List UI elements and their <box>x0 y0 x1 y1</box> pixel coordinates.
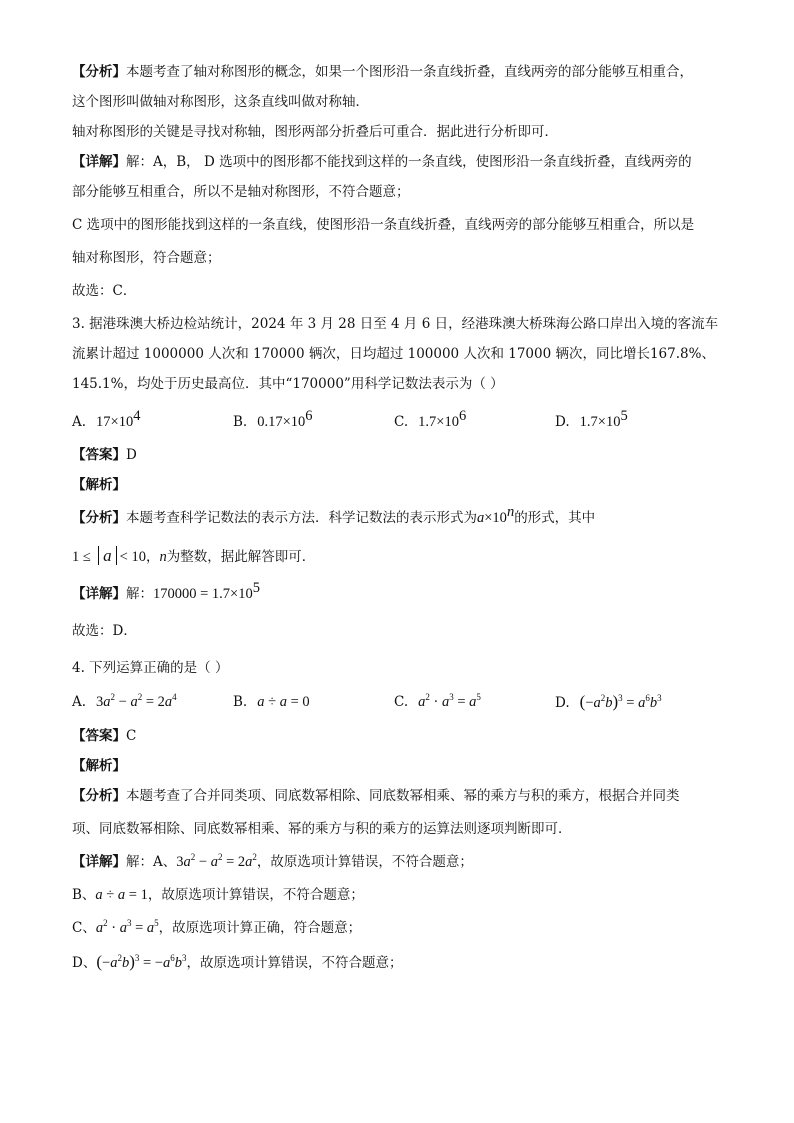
q3-option-b: B. $0.17\times 10^6$ <box>233 408 313 430</box>
q4-option-b: B. a ÷ a = 0 <box>233 694 310 710</box>
q4-analysis-line-1: 【分析】本题考查了合并同类项、同底数幂相除、同底数幂相乘、幂的乘方与积的乘方，根据合并同类 <box>72 788 680 804</box>
q3-answer: 【答案】D <box>72 447 137 463</box>
q2-detail-line-2: 部分能够互相重合，所以不是轴对称图形，不符合题意； <box>72 184 410 200</box>
q3-choice: 故选：D． <box>72 623 137 639</box>
q3-options <box>72 408 722 433</box>
analysis-tag: 【分析】 <box>72 64 126 80</box>
q2-detail-line-1 <box>72 152 722 173</box>
detail-tag: 【详解】 <box>72 154 126 170</box>
q4-option-d: D. $(-a^2b)^3 = a^6b^3$ <box>555 692 662 711</box>
document-page <box>72 62 722 974</box>
q2-analysis-line-2: 这个图形叫做轴对称图形，这条直线叫做对称轴． <box>72 94 369 110</box>
q3-explain-tag: 【解析】 <box>72 477 126 493</box>
q4-stem: 4. 下列运算正确的是（ ） <box>72 660 229 676</box>
q3-stem-line-1: 3. 据港珠澳大桥边检站统计，2024 年 3 月 28 日至 4 月 6 日，经港珠澳大桥珠海公路口岸出入境的客流车 <box>72 316 719 332</box>
q2-detail-line-3: C 选项中的图形能找到这样的一条直线，使图形沿一条直线折叠，直线两旁的部分能够互相重合，所以是 <box>72 217 695 233</box>
q3-analysis-line-2: 1 ≤ a < 10，n为整数，据此解答即可． <box>72 546 316 565</box>
q2-analysis-line-1 <box>72 62 722 83</box>
q3-stem-line-2: 流累计超过 1000000 人次和 170000 辆次，日均超过 100000 人次和 17000 辆次，同比增长167.8%、 <box>72 346 715 362</box>
q4-detail-c: C、$a^2 \cdot a^3 = a^5$，故原选项计算正确，符合题意； <box>72 918 362 936</box>
q2-choice: 故选：C． <box>72 283 137 299</box>
q4-answer: 【答案】C <box>72 728 137 744</box>
q4-option-c: C. $a^2 \cdot a^3 = a^5$ <box>394 692 481 710</box>
q4-explain-tag: 【解析】 <box>72 758 126 774</box>
q3-stem-line-3: 145.1%，均处于历史最高位．其中“170000”用科学记数法表示为（ ） <box>72 376 504 392</box>
q4-detail-d: D、$(-a^2b)^3 = -a^6b^3$，故原选项计算错误，不符合题意； <box>72 952 403 971</box>
q2-analysis-line-3: 轴对称图形的关键是寻找对称轴，图形两部分折叠后可重合．据此进行分析即可． <box>72 124 558 140</box>
q4-options <box>72 691 722 714</box>
q3-analysis-line-1: 【分析】本题考查科学记数法的表示方法．科学记数法的表示形式为$a\times 10^n$的形式，其中 <box>72 504 596 526</box>
q4-detail-b: B、a ÷ a = 1，故原选项计算错误，不符合题意； <box>72 887 364 903</box>
q4-analysis-line-2: 项、同底数幂相除、同底数幂相乘、幂的乘方与积的乘方的运算法则逐项判断即可． <box>72 821 572 837</box>
q4-option-a: A. $3a^2 - a^2 = 2a^4$ <box>72 692 177 710</box>
q2-detail-text-1: 解：A，B， D 选项中的图形都不能找到这样的一条直线，使图形沿一条直线折叠，直线两旁的 <box>126 154 692 170</box>
q4-answer-value: C <box>126 728 137 744</box>
q2-analysis-text-1: 本题考查了轴对称图形的概念，如果一个图形沿一条直线折叠，直线两旁的部分能够互相重合， <box>126 64 693 80</box>
q3-option-a: A. $17\times 10^4$ <box>72 408 141 430</box>
q3-answer-value: D <box>126 447 137 463</box>
q3-detail: 【详解】解：$170000 = 1.7\times 10^5$ <box>72 580 260 602</box>
q2-detail-line-4: 轴对称图形，符合题意； <box>72 250 221 266</box>
q3-option-d: D. $1.7\times 10^5$ <box>555 408 628 430</box>
q3-option-c: C. $1.7\times 10^6$ <box>394 408 467 430</box>
q4-detail-a: 【详解】解：A、$3a^2 - a^2 = 2a^2$，故原选项计算错误，不符合题意； <box>72 852 473 870</box>
